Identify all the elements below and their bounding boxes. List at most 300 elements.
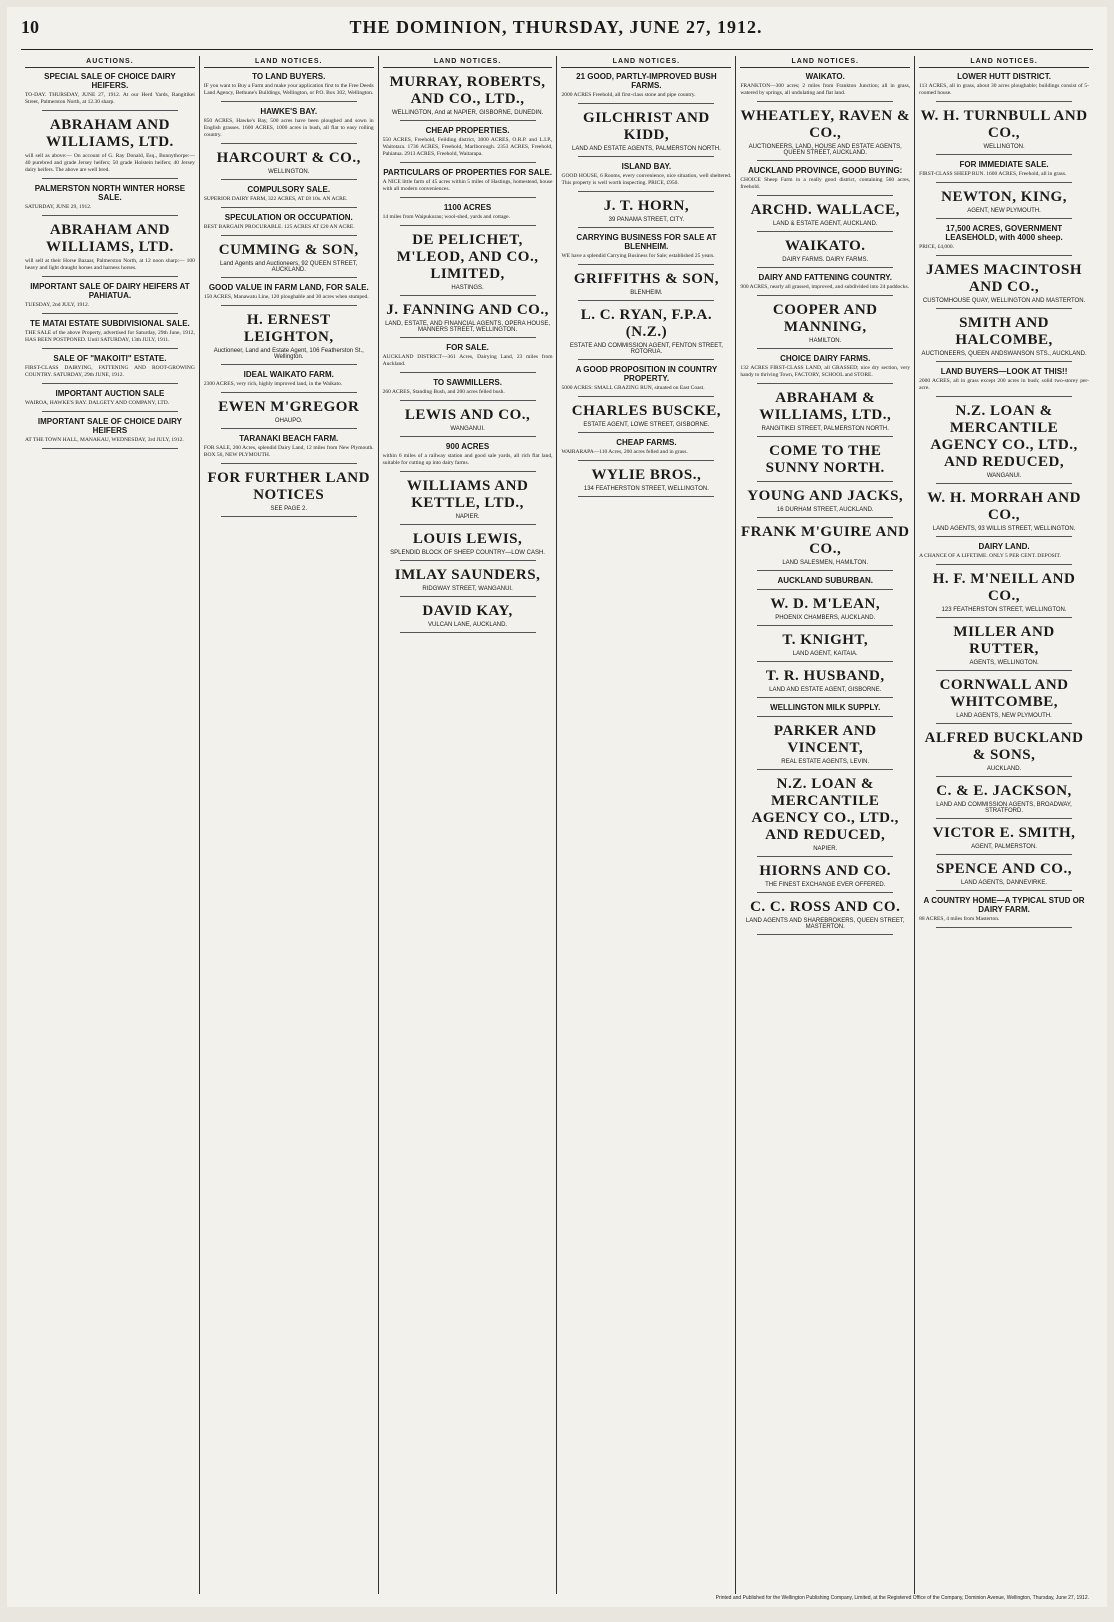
advertiser-name: C. & E. JACKSON,	[936, 783, 1072, 799]
advertiser-name: W. H. MORRAH AND CO.,	[927, 490, 1081, 523]
divider	[221, 143, 357, 144]
advert-block	[919, 367, 1089, 397]
divider	[757, 267, 893, 268]
advert-block	[919, 730, 1089, 777]
advertiser-address: LAND AGENTS, 93 WILLIS STREET, WELLINGTON.	[932, 526, 1076, 532]
advertiser-name: CORNWALL AND WHITCOMBE,	[939, 677, 1069, 710]
divider	[936, 536, 1072, 537]
advert-block	[25, 282, 195, 314]
advert-heading: FOR SALE.	[446, 343, 489, 352]
advert-block	[740, 354, 910, 384]
advert-block	[383, 603, 553, 633]
column-4	[557, 56, 736, 1594]
divider	[936, 255, 1072, 256]
divider	[578, 496, 714, 497]
advert-block	[204, 399, 374, 429]
divider	[221, 516, 357, 517]
advert-block	[204, 185, 374, 208]
advert-block	[740, 202, 910, 232]
advertiser-address: Auctioneer, Land and Estate Agent, 106 Featherston St., Wellington.	[213, 348, 364, 360]
advertiser-name: PARKER AND VINCENT,	[773, 723, 877, 756]
advert-heading: WAIKATO.	[805, 72, 845, 81]
advert-body: AT THE TOWN HALL, MANAKAU, WEDNESDAY, 3rd JULY, 1912.	[25, 437, 184, 443]
divider	[400, 337, 536, 338]
advertiser-address: LAND & ESTATE AGENT, AUCKLAND.	[772, 221, 878, 227]
advert-body: GOOD HOUSE, 6 Rooms, every convenience, nice situation, well sheltered. This property is well worth inspecting. PRICE, £950.	[561, 173, 732, 186]
advert-block	[25, 354, 195, 384]
divider	[757, 769, 893, 770]
advert-block	[740, 166, 910, 196]
advert-heading: CHEAP PROPERTIES.	[425, 126, 510, 135]
divider	[936, 154, 1072, 155]
column-5	[736, 56, 915, 1594]
divider	[578, 432, 714, 433]
divider	[42, 313, 178, 314]
advert-block	[561, 162, 731, 192]
advertiser-address: AGENTS, WELLINGTON.	[969, 660, 1039, 666]
advert-block	[383, 74, 553, 121]
divider	[400, 471, 536, 472]
divider	[757, 295, 893, 296]
advert-block	[383, 378, 553, 401]
advertiser-address: PHOENIX CHAMBERS, AUCKLAND.	[775, 615, 876, 621]
divider	[936, 818, 1072, 819]
divider	[221, 428, 357, 429]
advertiser-name: ABRAHAM AND WILLIAMS, LTD.	[46, 117, 174, 150]
divider	[578, 264, 714, 265]
divider	[400, 560, 536, 561]
advert-block	[919, 108, 1089, 155]
advert-body: within 6 miles of a railway station and good sale yards, all rich flat land, suitable for cutting up into dairy farms.	[382, 453, 553, 466]
advert-heading: ISLAND BAY.	[621, 162, 672, 171]
advertiser-name: NEWTON, KING,	[941, 189, 1067, 205]
advert-block	[919, 262, 1089, 309]
divider	[578, 359, 714, 360]
advert-body: will sell as above:— On account of G. Ray Donald, Esq., Bunnythorpe:— 40 purebred and grade Jersey heifers; 50 grade Holstein heifers; 40 Jersey dairy heifers. The above are well bred.	[25, 153, 195, 173]
advertiser-name: ARCHD. WALLACE,	[750, 202, 900, 218]
advertiser-address: WANGANUI.	[986, 473, 1022, 479]
advertiser-address: AGENT, NEW PLYMOUTH.	[967, 208, 1041, 214]
advertiser-address: SEE PAGE 2.	[270, 506, 308, 512]
advert-block	[561, 365, 731, 397]
advert-heading: IMPORTANT SALE OF CHOICE DAIRY HEIFERS	[37, 417, 182, 435]
advert-body: PRICE, £4,000.	[919, 244, 954, 250]
advert-block	[204, 72, 374, 102]
advert-block	[919, 490, 1089, 537]
advertiser-address: ESTATE AGENT, LOWE STREET, GISBORNE.	[583, 422, 710, 428]
advertiser-name: GRIFFITHS & SON,	[573, 271, 719, 287]
advertiser-address: WELLINGTON, And at NAPIER, GISBORNE, DUNEDIN.	[391, 110, 544, 116]
advert-block	[561, 307, 731, 360]
advert-block	[25, 389, 195, 412]
advertiser-name: FRANK M'GUIRE AND CO.,	[740, 524, 910, 557]
advertiser-address: CUSTOMHOUSE QUAY, WELLINGTON AND MASTERTON.	[922, 298, 1086, 304]
divider	[400, 596, 536, 597]
column-header: LAND NOTICES.	[383, 56, 553, 68]
advert-block	[383, 531, 553, 561]
advert-block	[740, 668, 910, 698]
advert-block	[919, 861, 1089, 891]
advert-block	[919, 825, 1089, 855]
divider	[221, 101, 357, 102]
advertiser-address: LAND SALESMEN, HAMILTON.	[782, 560, 869, 566]
advert-block	[740, 632, 910, 662]
advert-heading: TARANAKI BEACH FARM.	[239, 434, 339, 443]
divider	[936, 776, 1072, 777]
advert-heading: CHEAP FARMS.	[616, 438, 677, 447]
advert-heading: A GOOD PROPOSITION IN COUNTRY PROPERTY.	[575, 365, 718, 383]
divider	[400, 295, 536, 296]
advertiser-address: WELLINGTON.	[268, 169, 310, 175]
advert-block	[204, 213, 374, 236]
page-number: 10	[21, 17, 39, 37]
advertiser-name: YOUNG AND JACKS,	[747, 488, 904, 504]
advert-body: 150 ACRES, Manawatu Line, 120 ploughable and 30 acres when stumped.	[203, 294, 369, 300]
advert-block	[740, 776, 910, 857]
advertiser-address: AUCTIONEERS, QUEEN ANDSWANSON STS., AUCKLAND.	[921, 351, 1087, 357]
advert-block	[204, 312, 374, 365]
advert-heading: SALE OF "MAKOITI" ESTATE.	[53, 354, 167, 363]
advertiser-address: WANGANUI.	[450, 426, 485, 432]
divider	[221, 305, 357, 306]
advertiser-name: SPENCE AND CO.,	[936, 861, 1072, 877]
advertiser-name: EWEN M'GREGOR	[218, 399, 360, 415]
advertiser-name: HARCOURT & CO.,	[216, 150, 361, 166]
advert-block	[561, 271, 731, 301]
advert-block	[740, 899, 910, 935]
advertiser-name: ABRAHAM AND WILLIAMS, LTD.	[46, 222, 174, 255]
advertiser-name: C. C. ROSS AND CO.	[750, 899, 901, 915]
divider	[221, 364, 357, 365]
divider	[757, 436, 893, 437]
advert-block	[25, 417, 195, 449]
advertiser-address: AUCKLAND.	[986, 766, 1022, 772]
advert-heading: IDEAL WAIKATO FARM.	[243, 370, 334, 379]
advertiser-name: CHARLES BUSCKE,	[571, 403, 721, 419]
divider	[936, 182, 1072, 183]
divider	[757, 383, 893, 384]
advertiser-address: AGENT, PALMERSTON.	[971, 844, 1037, 850]
advert-body: WAIRARAPA—110 Acres, 200 acres felled and in grass.	[561, 449, 688, 455]
advert-block	[561, 72, 731, 104]
advert-block	[740, 488, 910, 518]
divider	[936, 723, 1072, 724]
advert-body: AUCKLAND DISTRICT—361 Acres, Dairying Land, 23 miles from Auckland.	[382, 354, 553, 367]
advert-block	[919, 542, 1089, 565]
column-header: LAND NOTICES.	[561, 56, 731, 68]
masthead	[21, 17, 1093, 50]
advert-block	[204, 370, 374, 393]
advertiser-address: OHAUPO.	[274, 418, 303, 424]
advertiser-name: WHEATLEY, RAVEN & CO.,	[740, 108, 910, 141]
advert-block	[25, 72, 195, 111]
advertiser-address: LAND AGENTS AND SHAREBROKERS, QUEEN STREET, MASTERTON.	[745, 918, 905, 930]
divider	[936, 564, 1072, 565]
divider	[757, 856, 893, 857]
advert-heading: GOOD VALUE IN FARM LAND, FOR SALE.	[208, 283, 369, 292]
advert-block	[383, 343, 553, 373]
advert-body: WAIROA, HAWKE'S BAY. DALGETY AND COMPANY, LTD.	[25, 400, 170, 406]
advert-body: 900 ACRES, nearly all grassed, improved, and subdivided into 24 paddocks.	[740, 284, 909, 290]
divider	[757, 570, 893, 571]
divider	[400, 120, 536, 121]
advertiser-name: T. R. HUSBAND,	[765, 668, 885, 684]
divider	[757, 101, 893, 102]
advert-heading: 21 GOOD, PARTLY-IMPROVED BUSH FARMS.	[576, 72, 717, 90]
column-header: AUCTIONS.	[25, 56, 195, 68]
advertiser-name: ALFRED BUCKLAND & SONS,	[924, 730, 1084, 763]
advertiser-address: RANGITIKEI STREET, PALMERSTON NORTH.	[761, 426, 889, 432]
advert-block	[919, 783, 1089, 819]
advert-heading: TO SAWMILLERS.	[433, 378, 502, 387]
advert-block	[740, 703, 910, 717]
advert-body: TUESDAY, 2nd JULY, 1912.	[25, 302, 90, 308]
advert-body: 2000 ACRES Freehold, all first-class stone and pipe country.	[561, 92, 696, 98]
advert-block	[383, 302, 553, 338]
advert-block	[561, 233, 731, 265]
advert-heading: CHOICE DAIRY FARMS.	[780, 354, 871, 363]
advert-body: 88 ACRES, 4 miles from Masterton.	[919, 916, 1000, 922]
advert-heading: CARRYING BUSINESS FOR SALE AT BLENHEIM.	[576, 233, 717, 251]
advertiser-name: L. C. RYAN, F.P.A. (N.Z.)	[580, 307, 713, 340]
advertiser-address: 134 FEATHERSTON STREET, WELLINGTON.	[583, 486, 709, 492]
advert-heading: HAWKE'S BAY.	[260, 107, 318, 116]
imprint: Printed and Published for the Wellington Publishing Company, Limited, at the Registered Office of the Company, Dominion Avenue, Wellington, Thursday, June 27, 1912.	[715, 1595, 1089, 1601]
advert-block	[919, 160, 1089, 183]
advertiser-name: MILLER AND RUTTER,	[953, 624, 1055, 657]
advertiser-name: WILLIAMS AND KETTLE, LTD.,	[406, 478, 529, 511]
divider	[578, 156, 714, 157]
advert-heading: PARTICULARS OF PROPERTIES FOR SALE.	[383, 168, 552, 177]
advert-heading: AUCKLAND PROVINCE, GOOD BUYING:	[748, 166, 903, 175]
advert-body: TO-DAY. THURSDAY, JUNE 27, 1912. At our Herd Yards, Rangitikei Street, Palmerston North, at 12.30 sharp.	[25, 92, 195, 105]
advertiser-name: GILCHRIST AND KIDD,	[583, 110, 710, 143]
advert-heading: A COUNTRY HOME—A TYPICAL STUD OR DAIRY FARM.	[923, 896, 1085, 914]
divider	[400, 524, 536, 525]
advert-body: FIRST-CLASS SHEEP RUN. 1600 ACRES, Freehold, all in grass.	[919, 171, 1067, 177]
advert-block	[383, 478, 553, 525]
advertiser-name: T. KNIGHT,	[782, 632, 869, 648]
divider	[757, 517, 893, 518]
advertiser-name: SMITH AND HALCOMBE,	[955, 315, 1053, 348]
divider	[757, 160, 893, 161]
advert-block	[740, 108, 910, 161]
advert-body: CHOICE Sheep Farm in a really good district, containing 560 acres, freehold.	[740, 177, 911, 190]
advert-heading: DAIRY LAND.	[978, 542, 1030, 551]
advertiser-name: COOPER AND MANNING,	[772, 302, 878, 335]
advert-block	[919, 571, 1089, 618]
divider	[42, 383, 178, 384]
divider	[936, 854, 1072, 855]
advert-block	[740, 863, 910, 893]
advert-block	[740, 576, 910, 590]
advert-heading: 1100 ACRES	[443, 203, 492, 212]
advertiser-address: ESTATE AND COMMISSION AGENT, FENTON STREET, ROTORUA.	[569, 343, 723, 355]
advert-body: A CHANCE OF A LIFETIME. ONLY 5 PER CENT. DEPOSIT.	[919, 553, 1061, 559]
advert-block	[383, 203, 553, 226]
advert-block	[25, 319, 195, 349]
advertiser-address: 123 FEATHERSTON STREET, WELLINGTON.	[941, 607, 1067, 613]
advertiser-name: FOR FURTHER LAND NOTICES	[207, 470, 370, 503]
advertiser-name: J. FANNING AND CO.,	[386, 302, 549, 318]
advert-block	[919, 403, 1089, 484]
advertiser-name: WAIKATO.	[784, 238, 866, 254]
divider	[757, 348, 893, 349]
advert-body: BEST BARGAIN PROCURABLE. 125 ACRES AT £20 AN ACRE.	[203, 224, 355, 230]
advert-block	[383, 567, 553, 597]
divider	[757, 716, 893, 717]
columns	[21, 56, 1093, 1594]
divider	[757, 231, 893, 232]
divider	[42, 411, 178, 412]
divider	[578, 396, 714, 397]
divider	[757, 934, 893, 935]
advertiser-name: MURRAY, ROBERTS, AND CO., LTD.,	[389, 74, 546, 107]
divider	[578, 191, 714, 192]
advert-block	[919, 224, 1089, 256]
advertiser-name: ABRAHAM & WILLIAMS, LTD.,	[759, 390, 892, 423]
advert-body: 550 ACRES, Freehold, Feilding district, 3000 ACRES, O.R.P. and L.I.P., Waitotara. 1736 ACRES, Freehold, Marlborough. 2353 ACRES, Freehold, Pahiatua. 2913 ACRES, Freehold, Waitarapa.	[382, 137, 553, 157]
advert-block	[204, 434, 374, 464]
column-header: LAND NOTICES.	[204, 56, 374, 68]
advert-body: SATURDAY, JUNE 29, 1912.	[25, 204, 92, 210]
advertiser-address: SPLENDID BLOCK OF SHEEP COUNTRY—LOW CASH.	[390, 550, 545, 556]
advertiser-address: LAND, ESTATE, AND FINANCIAL AGENTS, OPERA HOUSE, MANNERS STREET, WELLINGTON.	[385, 321, 551, 333]
advert-body: IF you want to Buy a Farm and make your application first to the Free Deeds Land Agency, Bethune's Buildings, Wellington, or P.O. Box 302, Wellington.	[203, 83, 374, 96]
divider	[757, 625, 893, 626]
advertiser-address: 39 PANAMA STREET, CITY.	[608, 217, 685, 223]
advert-block	[561, 467, 731, 497]
advertiser-address: LAND AGENT, KAITAIA.	[792, 651, 858, 657]
advertiser-address: DAIRY FARMS. DAIRY FARMS.	[782, 257, 869, 263]
advert-block	[561, 438, 731, 461]
advertiser-name: LEWIS AND CO.,	[404, 407, 531, 423]
divider	[757, 589, 893, 590]
advert-heading: WELLINGTON MILK SUPPLY.	[770, 703, 881, 712]
advertiser-address: HAMILTON.	[809, 338, 842, 344]
advert-block	[204, 150, 374, 180]
advert-block	[25, 184, 195, 216]
advertiser-name: N.Z. LOAN & MERCANTILE AGENCY CO., LTD., AND REDUCED,	[930, 403, 1078, 470]
advert-block	[740, 238, 910, 268]
divider	[936, 617, 1072, 618]
advert-heading: LOWER HUTT DISTRICT.	[957, 72, 1051, 81]
advertiser-address: LAND AND COMMISSION AGENTS, BROADWAY, STRATFORD.	[936, 802, 1072, 814]
advert-body: 132 ACRES FIRST-CLASS LAND, all GRASSED; nice dry section, very handy to thriving Town, FACTORY, SCHOOL and STORE.	[740, 365, 911, 378]
column-header: LAND NOTICES.	[919, 56, 1089, 68]
column-6	[915, 56, 1093, 1594]
advertiser-name: LOUIS LEWIS,	[412, 531, 523, 547]
advert-block	[919, 624, 1089, 671]
divider	[400, 436, 536, 437]
advertiser-name: CUMMING & SON,	[218, 242, 359, 258]
advertiser-name: IMLAY SAUNDERS,	[394, 567, 541, 583]
advert-heading: 900 ACRES	[445, 442, 490, 451]
advert-heading: FOR IMMEDIATE SALE.	[959, 160, 1049, 169]
advert-block	[740, 723, 910, 770]
column-header: LAND NOTICES.	[740, 56, 910, 68]
column-2	[200, 56, 379, 1594]
advertiser-name: HIORNS AND CO.	[759, 863, 892, 879]
divider	[757, 195, 893, 196]
advert-heading: 17,500 ACRES, GOVERNMENT LEASEHOLD, with 4000 sheep.	[945, 224, 1063, 242]
divider	[757, 481, 893, 482]
advert-body: FOR SALE, 200 Acres, splendid Dairy Land, 12 miles from New Plymouth. BOX 56, NEW PLYMOUTH.	[203, 445, 374, 458]
advert-body: 113 ACRES, all in grass, about 30 acres ploughable; buildings consist of 5-roomed house.	[919, 83, 1089, 96]
advert-block	[561, 110, 731, 157]
advert-block	[740, 443, 910, 482]
advertiser-name: N.Z. LOAN & MERCANTILE AGENCY CO., LTD., AND REDUCED,	[751, 776, 899, 843]
advert-block	[919, 315, 1089, 362]
column-3	[379, 56, 558, 1594]
advert-block	[740, 596, 910, 626]
advert-block	[204, 107, 374, 144]
advert-heading: IMPORTANT AUCTION SALE	[55, 389, 165, 398]
advert-block	[25, 117, 195, 179]
advertiser-name: W. D. M'LEAN,	[770, 596, 881, 612]
advert-block	[25, 222, 195, 277]
divider	[936, 396, 1072, 397]
advert-body: FIRST-CLASS DAIRYING, FATTENING AND ROOT-GROWING COUNTRY. SATURDAY, 29th JUNE, 1912.	[25, 365, 195, 378]
advertiser-address: Land Agents and Auctioneers, 92 QUEEN STREET, AUCKLAND.	[220, 261, 358, 273]
divider	[936, 361, 1072, 362]
divider	[578, 300, 714, 301]
divider	[578, 103, 714, 104]
divider	[221, 392, 357, 393]
advertiser-name: VICTOR E. SMITH,	[932, 825, 1076, 841]
advert-body: FRANKTON—300 acres; 2 miles from Frankton Junction; all in grass, watered by springs, all undulating and flat land.	[740, 83, 911, 96]
advert-block	[383, 442, 553, 472]
advert-body: will sell at their Horse Bazaar, Palmerston North, at 12 noon sharp:— 100 heavy and light draught horses and harness horses.	[25, 258, 195, 271]
advert-block	[383, 407, 553, 437]
divider	[42, 110, 178, 111]
divider	[221, 277, 357, 278]
divider	[578, 227, 714, 228]
divider	[400, 162, 536, 163]
advertiser-address: BLENHEIM.	[630, 290, 663, 296]
advertiser-name: J. T. HORN,	[603, 198, 690, 214]
advert-block	[383, 168, 553, 198]
advert-block	[204, 242, 374, 278]
advertiser-address: LAND AGENTS, DANNEVIRKE.	[961, 880, 1048, 886]
divider	[42, 448, 178, 449]
advert-body: 2300 ACRES, very rich, highly improved land, in the Waikato.	[203, 381, 343, 387]
advert-heading: LAND BUYERS—LOOK AT THIS!!	[940, 367, 1068, 376]
divider	[400, 400, 536, 401]
advertiser-address: VULCAN LANE, AUCKLAND.	[428, 622, 508, 628]
advert-block	[561, 403, 731, 433]
divider	[400, 225, 536, 226]
advert-block	[740, 72, 910, 102]
advertiser-name: H. F. M'NEILL AND CO.,	[932, 571, 1076, 604]
advertiser-name: H. ERNEST LEIGHTON,	[243, 312, 334, 345]
divider	[42, 178, 178, 179]
divider	[757, 661, 893, 662]
divider	[936, 308, 1072, 309]
advert-body: 850 ACRES, Hawke's Bay, 500 acres have been ploughed and sown in English grasses. 1600 ACRES, 1000 acres in bush, all flat to easy rolling country.	[203, 118, 374, 138]
column-1	[21, 56, 200, 1594]
advert-block	[383, 232, 553, 296]
divider	[42, 215, 178, 216]
advertiser-address: RIDGWAY STREET, WANGANUI.	[422, 586, 513, 592]
advertiser-name: DAVID KAY,	[422, 603, 513, 619]
advert-block	[740, 273, 910, 296]
advert-block	[740, 302, 910, 349]
advert-block	[204, 470, 374, 517]
newspaper-page	[7, 7, 1107, 1607]
newspaper-title: THE DOMINION, THURSDAY, JUNE 27, 1912.	[349, 17, 763, 37]
divider	[42, 348, 178, 349]
